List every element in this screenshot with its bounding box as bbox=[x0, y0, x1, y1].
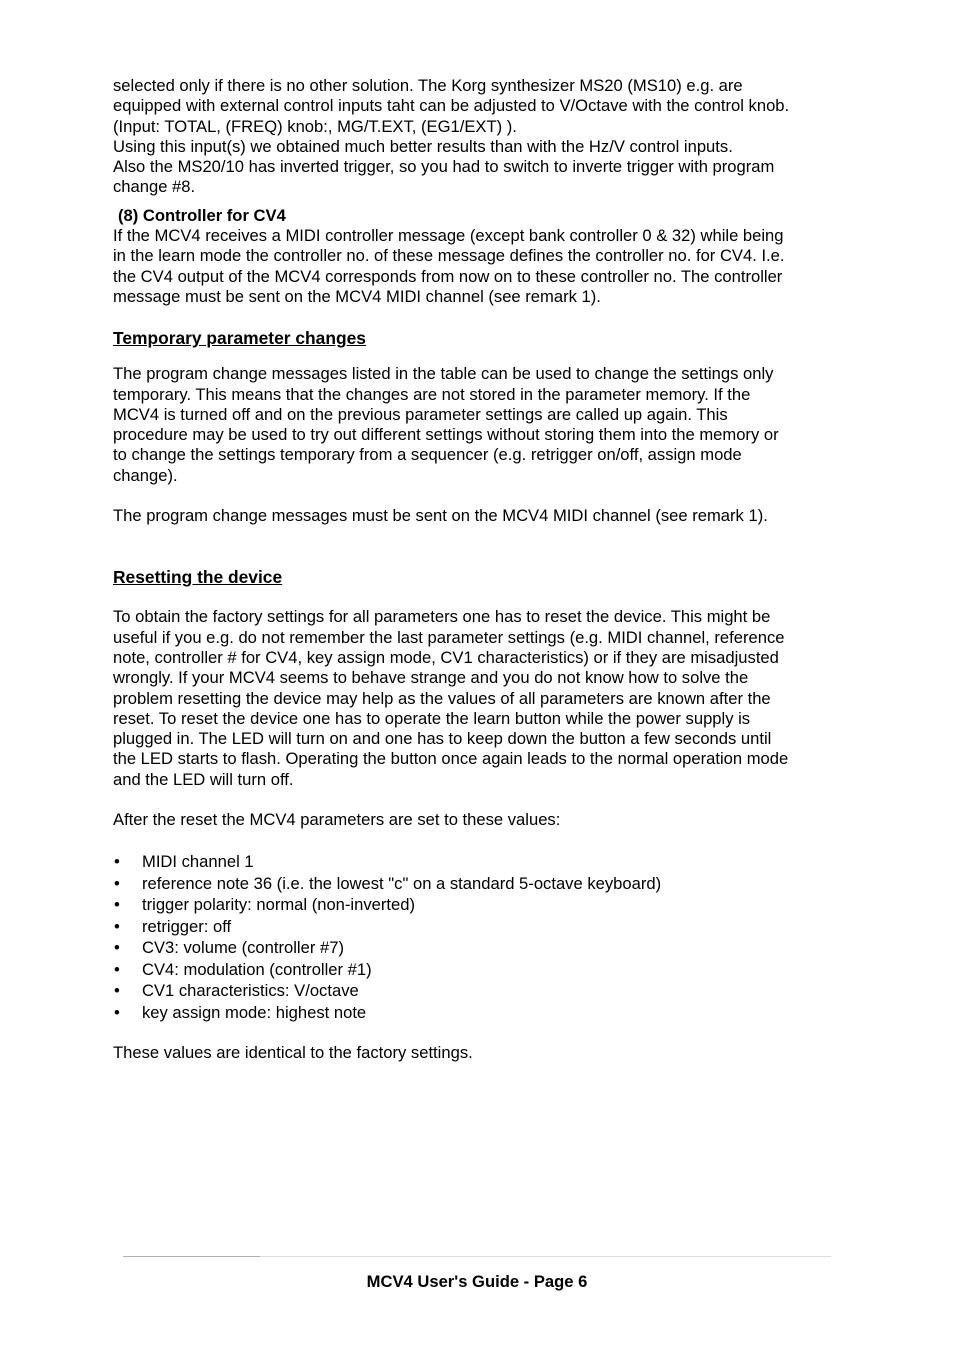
bullet-icon: • bbox=[114, 938, 120, 958]
text-line: The program change messages listed in the table can be used to change the settings only bbox=[113, 364, 774, 384]
list-item: • CV1 characteristics: V/octave bbox=[114, 981, 359, 1001]
list-item: • trigger polarity: normal (non-inverted) bbox=[114, 895, 415, 915]
resetting-device-heading: Resetting the device bbox=[113, 567, 283, 588]
text-line: note, controller # for CV4, key assign mode, CV1 characteristics) or if they are misadjusted bbox=[113, 647, 779, 667]
bullet-icon: • bbox=[114, 916, 120, 936]
bullet-icon: • bbox=[114, 895, 120, 915]
reset-values-list bbox=[113, 851, 835, 1023]
text-line: the LED starts to flash. Operating the button once again leads to the normal operation mode bbox=[113, 749, 789, 769]
footer-divider-accent bbox=[123, 1256, 260, 1257]
list-item: • CV4: modulation (controller #1) bbox=[114, 959, 372, 979]
text-line: to change the settings temporary from a sequencer (e.g. retrigger on/off, assign mode bbox=[113, 445, 742, 465]
text-line: To obtain the factory settings for all parameters one has to reset the device. This might be bbox=[113, 607, 771, 627]
list-item: • reference note 36 (i.e. the lowest "c" on a standard 5-octave keyboard) bbox=[114, 873, 662, 893]
temporary-parameter-heading: Temporary parameter changes bbox=[113, 328, 366, 349]
after-reset-intro: After the reset the MCV4 parameters are set to these values: bbox=[113, 810, 561, 830]
text-line: in the learn mode the controller no. of these message defines the controller no. for CV4. I.e. bbox=[113, 246, 785, 266]
text-line: MCV4 is turned off and on the previous parameter settings are called up again. This bbox=[113, 404, 728, 424]
controller-cv4-heading: (8) Controller for CV4 bbox=[118, 205, 286, 225]
text-line: equipped with external control inputs taht can be adjusted to V/Octave with the control knob. bbox=[113, 96, 790, 116]
text-line: temporary. This means that the changes are not stored in the parameter memory. If the bbox=[113, 384, 751, 404]
text-line: (Input: TOTAL, (FREQ) knob:, MG/T.EXT, (EG1/EXT) ). bbox=[113, 116, 517, 136]
text-line: change #8. bbox=[113, 177, 196, 197]
text-line: the CV4 output of the MCV4 corresponds from now on to these controller no. The controller bbox=[113, 266, 783, 286]
list-item: • retrigger: off bbox=[114, 916, 232, 936]
controller-cv4-section bbox=[113, 206, 835, 307]
list-item: • CV3: volume (controller #7) bbox=[114, 938, 344, 958]
text-line: Also the MS20/10 has inverted trigger, so you had to switch to inverte trigger with program bbox=[113, 157, 775, 177]
text-line: reset. To reset the device one has to operate the learn button while the power supply is bbox=[113, 708, 751, 728]
text-line: useful if you e.g. do not remember the last parameter settings (e.g. MIDI channel, reference bbox=[113, 627, 785, 647]
text-line: and the LED will turn off. bbox=[113, 769, 294, 789]
text-line: wrongly. If your MCV4 seems to behave strange and you do not know how to solve the bbox=[113, 668, 749, 688]
closing-sentence: These values are identical to the factory settings. bbox=[113, 1043, 473, 1063]
temporary-parameter-section bbox=[113, 327, 835, 526]
resetting-device-section bbox=[113, 566, 835, 1063]
text-line: procedure may be used to try out different settings without storing them into the memory or bbox=[113, 425, 779, 445]
document-page bbox=[113, 76, 835, 1064]
bullet-icon: • bbox=[114, 981, 120, 1001]
text-line: The program change messages must be sent on the MCV4 MIDI channel (see remark 1). bbox=[113, 506, 768, 526]
text-line: selected only if there is no other solution. The Korg synthesizer MS20 (MS10) e.g. are bbox=[113, 76, 743, 95]
bullet-icon: • bbox=[114, 852, 120, 872]
list-item: • key assign mode: highest note bbox=[114, 1002, 367, 1022]
list-item: • MIDI channel 1 bbox=[114, 852, 254, 872]
text-line: plugged in. The LED will turn on and one has to keep down the button a few seconds until bbox=[113, 729, 772, 749]
page-footer: MCV4 User's Guide - Page 6 bbox=[366, 1272, 588, 1291]
bullet-icon: • bbox=[114, 1002, 120, 1022]
text-line: If the MCV4 receives a MIDI controller message (except bank controller 0 & 32) while being bbox=[113, 226, 784, 246]
text-line: Using this input(s) we obtained much better results than with the Hz/V control inputs. bbox=[113, 136, 733, 156]
intro-paragraph bbox=[113, 76, 835, 198]
text-line: change). bbox=[113, 465, 178, 485]
text-line: message must be sent on the MCV4 MIDI channel (see remark 1). bbox=[113, 286, 601, 306]
text-line: problem resetting the device may help as the values of all parameters are known after the bbox=[113, 688, 771, 708]
bullet-icon: • bbox=[114, 873, 120, 893]
bullet-icon: • bbox=[114, 959, 120, 979]
